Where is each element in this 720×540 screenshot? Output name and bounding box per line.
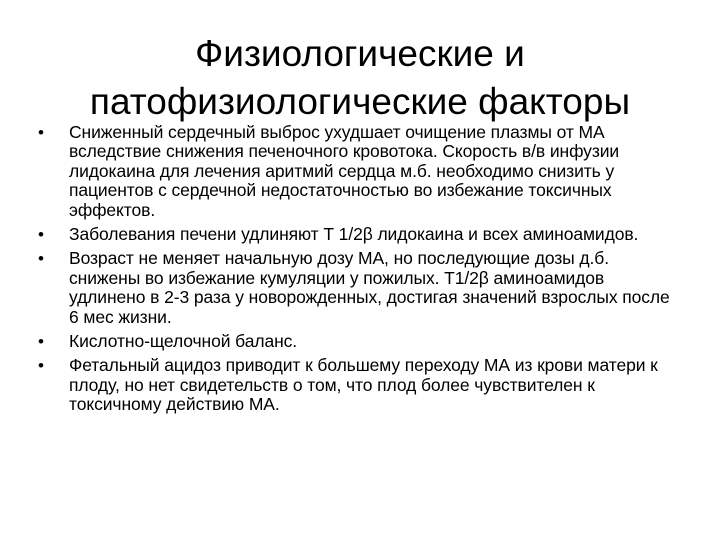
slide-title bbox=[40, 30, 680, 126]
bullet-text: Фетальный ацидоз приводит к большему переходу МА из крови матери к плоду, но нет свидетельств о том, что плод более чувствителен к токсичному действию МА. bbox=[69, 355, 658, 415]
bullet-dot-icon: • bbox=[38, 225, 44, 245]
bullet-dot-icon: • bbox=[38, 332, 44, 352]
bullet-text: Сниженный сердечный выброс ухудшает очищение плазмы от МА вследствие снижения печеночного кровотока. Скорость в/в инфузии лидокаина для лечения аритмий сердца м.б. необходимо снизить у пациентов с сердечной недостаточностью во избежание токсичных эффектов. bbox=[69, 122, 620, 220]
bullet-text: Кислотно-щелочной баланс. bbox=[69, 331, 298, 352]
bullet-item bbox=[38, 225, 678, 244]
bullet-text: Заболевания печени удлиняют Т 1/2β лидокаина и всех аминоамидов. bbox=[69, 224, 639, 245]
title-line-1: Физиологические и bbox=[195, 33, 525, 74]
bullet-list bbox=[38, 123, 678, 420]
bullet-item bbox=[38, 356, 678, 414]
bullet-dot-icon: • bbox=[38, 123, 44, 142]
bullet-item bbox=[38, 249, 678, 327]
title-line-2: патофизиологические факторы bbox=[89, 81, 631, 122]
bullet-item bbox=[38, 123, 678, 220]
bullet-item bbox=[38, 332, 678, 351]
bullet-dot-icon: • bbox=[38, 356, 44, 376]
bullet-text: Возраст не меняет начальную дозу МА, но последующие дозы д.б. снижены во избежание кумуляции у пожилых. Т1/2β аминоамидов удлинено в 2-3 раза у новорожденных, достигая значений взрослых после 6 мес жизни. bbox=[69, 248, 670, 327]
bullet-dot-icon: • bbox=[38, 249, 44, 269]
